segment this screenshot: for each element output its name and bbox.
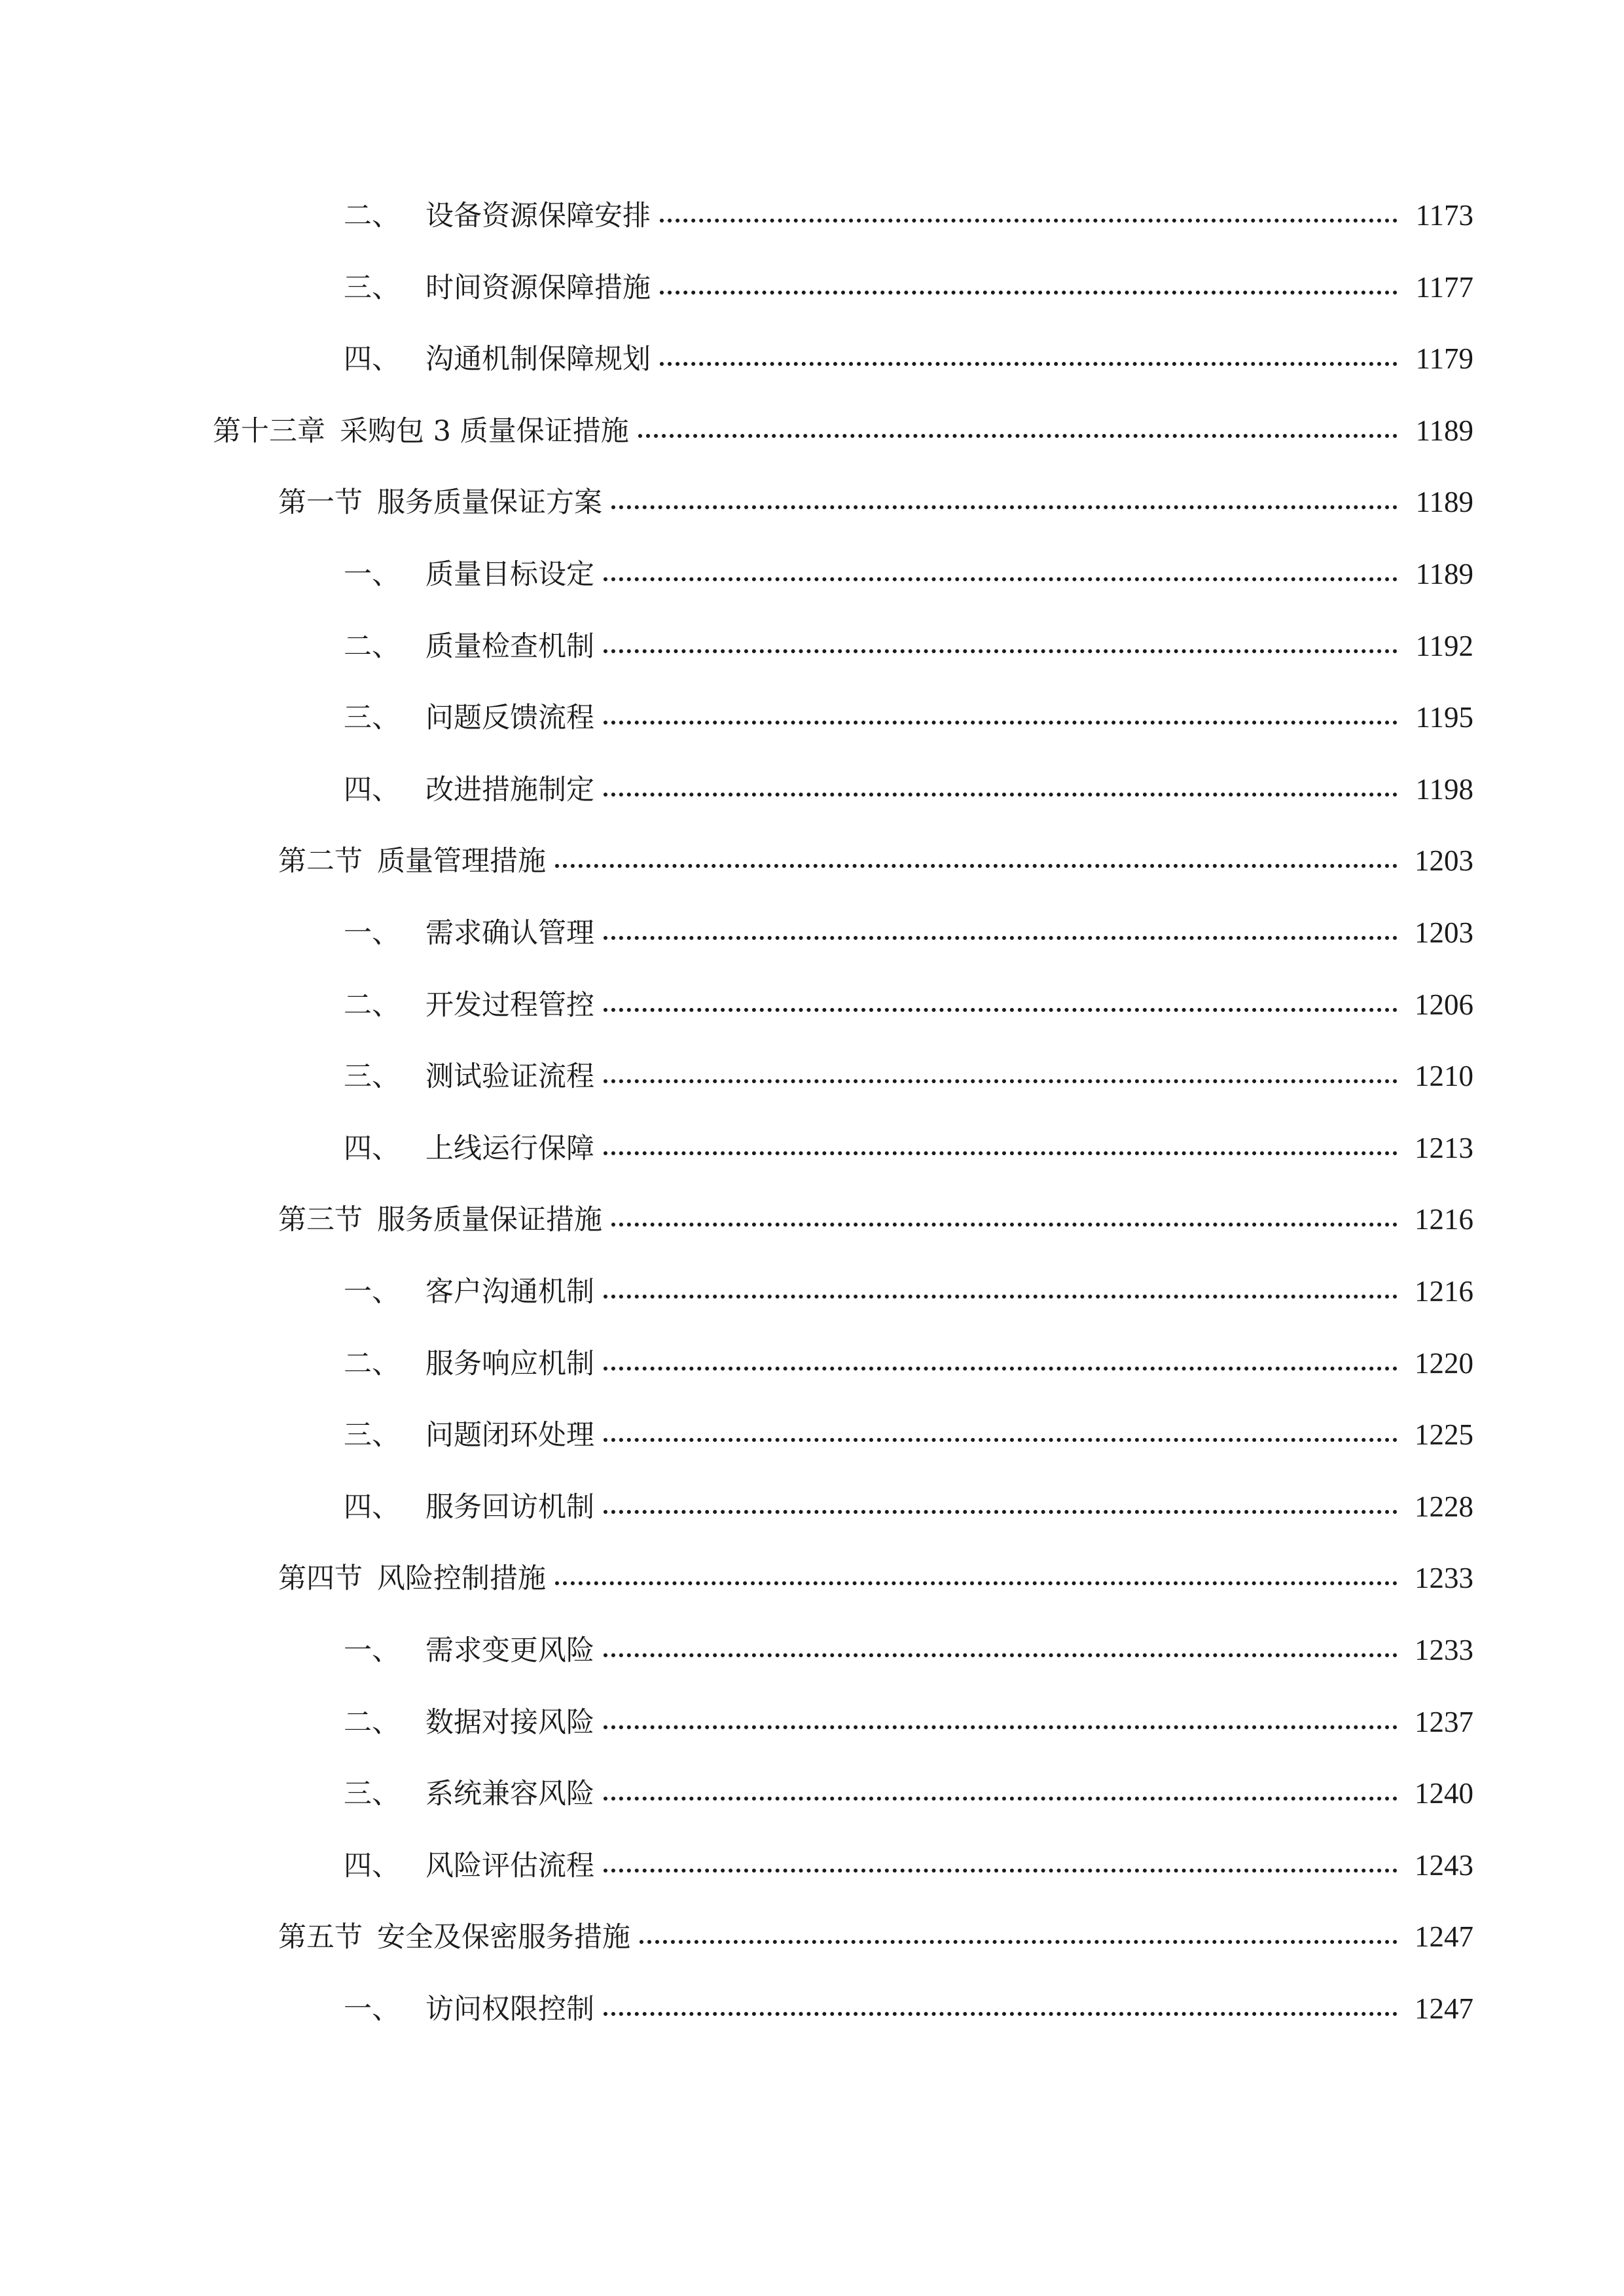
toc-entry-section[interactable] bbox=[278, 465, 1473, 520]
toc-entry-page-number: 1237 bbox=[1415, 1705, 1473, 1738]
toc-entry-item[interactable] bbox=[344, 752, 1473, 804]
toc-entry-page-number: 1216 bbox=[1415, 1275, 1473, 1308]
toc-entry-page-number: 1177 bbox=[1415, 270, 1473, 304]
toc-dot-leader bbox=[611, 505, 1398, 509]
toc-entry-page-number: 1189 bbox=[1415, 558, 1473, 590]
toc-entry-title: 访问权限控制 bbox=[425, 1993, 594, 2026]
toc-entry-number: 第十三章 bbox=[213, 414, 325, 448]
toc-entry-title: 服务质量保证措施 bbox=[377, 1204, 602, 1237]
toc-entry-title: 质量管理措施 bbox=[377, 845, 546, 878]
toc-entry-chapter[interactable] bbox=[213, 393, 1473, 446]
toc-entry-item[interactable] bbox=[344, 1111, 1473, 1163]
toc-entry-title: 质量检查机制 bbox=[425, 630, 594, 663]
toc-entry-number: 三、 bbox=[344, 1778, 400, 1811]
toc-entry-title: 采购包 3 质量保证措施 bbox=[340, 414, 629, 448]
toc-entry-item[interactable] bbox=[344, 1613, 1473, 1665]
toc-dot-leader bbox=[555, 1581, 1398, 1585]
toc-entry-title: 服务响应机制 bbox=[425, 1347, 594, 1380]
toc-entry-title: 安全及保密服务措施 bbox=[377, 1921, 630, 1954]
toc-entry-page-number: 1173 bbox=[1415, 199, 1473, 232]
toc-entry-item[interactable] bbox=[344, 1469, 1473, 1522]
toc-entry-number: 四、 bbox=[344, 1132, 400, 1165]
toc-entry-number: 二、 bbox=[344, 1347, 400, 1380]
toc-entry-number: 第三节 bbox=[278, 1204, 363, 1237]
toc-dot-leader bbox=[604, 2012, 1398, 2016]
toc-dot-leader bbox=[660, 219, 1398, 223]
toc-entry-item[interactable] bbox=[344, 1756, 1473, 1811]
toc-entry-number: 四、 bbox=[344, 773, 400, 806]
toc-entry-section[interactable] bbox=[278, 1541, 1473, 1596]
toc-entry-title: 服务质量保证方案 bbox=[377, 486, 602, 520]
toc-entry-page-number: 1220 bbox=[1415, 1346, 1473, 1380]
toc-entry-number: 一、 bbox=[344, 1276, 400, 1308]
toc-entry-title: 需求确认管理 bbox=[425, 917, 594, 950]
toc-entry-number: 四、 bbox=[344, 1490, 400, 1524]
toc-entry-item[interactable] bbox=[344, 1971, 1473, 2024]
toc-entry-title: 服务回访机制 bbox=[425, 1490, 594, 1524]
toc-dot-leader bbox=[604, 793, 1398, 797]
toc-dot-leader bbox=[640, 1940, 1398, 1944]
toc-dot-leader bbox=[604, 1367, 1398, 1371]
toc-dot-leader bbox=[638, 434, 1398, 438]
toc-entry-page-number: 1210 bbox=[1415, 1060, 1473, 1093]
toc-entry-title: 测试验证流程 bbox=[425, 1060, 594, 1094]
toc-entry-page-number: 1179 bbox=[1415, 342, 1473, 376]
toc-entry-page-number: 1192 bbox=[1415, 629, 1473, 662]
toc-entry-item[interactable] bbox=[344, 895, 1473, 948]
toc-dot-leader bbox=[604, 577, 1398, 581]
toc-entry-number: 一、 bbox=[344, 1993, 400, 2026]
toc-entry-page-number: 1233 bbox=[1415, 1562, 1473, 1595]
toc-dot-leader bbox=[604, 721, 1398, 725]
toc-entry-number: 四、 bbox=[344, 343, 400, 376]
toc-dot-leader bbox=[604, 1438, 1398, 1442]
toc-entry-title: 问题闭环处理 bbox=[425, 1419, 594, 1452]
toc-entry-number: 第五节 bbox=[278, 1921, 363, 1954]
toc-entry-number: 二、 bbox=[344, 200, 400, 232]
toc-entry-page-number: 1213 bbox=[1415, 1131, 1473, 1164]
toc-entry-title: 需求变更风险 bbox=[425, 1634, 594, 1667]
toc-dot-leader bbox=[604, 1797, 1398, 1801]
toc-entry-title: 客户沟通机制 bbox=[425, 1276, 594, 1308]
toc-entry-item[interactable] bbox=[344, 1828, 1473, 1880]
toc-entry-title: 系统兼容风险 bbox=[425, 1778, 594, 1811]
toc-entry-page-number: 1228 bbox=[1415, 1490, 1473, 1523]
toc-entry-item[interactable] bbox=[344, 609, 1473, 661]
toc-dot-leader bbox=[660, 362, 1398, 366]
toc-dot-leader bbox=[604, 1079, 1398, 1083]
toc-entry-title: 沟通机制保障规划 bbox=[425, 343, 651, 376]
toc-dot-leader bbox=[611, 1223, 1398, 1227]
toc-entry-page-number: 1203 bbox=[1415, 844, 1473, 878]
toc-entry-title: 问题反馈流程 bbox=[425, 702, 594, 735]
toc-entry-item[interactable] bbox=[344, 967, 1473, 1020]
toc-entry-number: 一、 bbox=[344, 917, 400, 950]
toc-entry-item[interactable] bbox=[344, 1039, 1473, 1094]
toc-entry-number: 三、 bbox=[344, 1060, 400, 1094]
toc-dot-leader bbox=[604, 1869, 1398, 1873]
toc-entry-item[interactable] bbox=[344, 1685, 1473, 1737]
toc-entry-section[interactable] bbox=[278, 1899, 1473, 1952]
toc-entry-title: 开发过程管控 bbox=[425, 988, 594, 1022]
toc-dot-leader bbox=[604, 1008, 1398, 1012]
toc-entry-number: 四、 bbox=[344, 1849, 400, 1882]
toc-entry-number: 三、 bbox=[344, 271, 400, 304]
toc-dot-leader bbox=[604, 1725, 1398, 1729]
toc-entry-title: 上线运行保障 bbox=[425, 1132, 594, 1165]
toc-entry-number: 第二节 bbox=[278, 845, 363, 878]
toc-dot-leader bbox=[604, 936, 1398, 940]
toc-entry-page-number: 1243 bbox=[1415, 1848, 1473, 1882]
toc-entry-page-number: 1198 bbox=[1415, 772, 1473, 806]
toc-entry-title: 改进措施制定 bbox=[425, 773, 594, 806]
toc-entry-page-number: 1195 bbox=[1415, 701, 1473, 734]
toc-entry-title: 时间资源保障措施 bbox=[425, 271, 651, 304]
toc-entry-number: 二、 bbox=[344, 1706, 400, 1739]
toc-dot-leader bbox=[604, 1653, 1398, 1657]
toc-entry-page-number: 1233 bbox=[1415, 1634, 1473, 1666]
toc-entry-page-number: 1216 bbox=[1415, 1203, 1473, 1236]
toc-entry-item[interactable] bbox=[344, 178, 1473, 230]
toc-entry-item[interactable] bbox=[344, 1397, 1473, 1450]
toc-entry-item[interactable] bbox=[344, 321, 1473, 374]
toc-entry-section[interactable] bbox=[278, 823, 1473, 876]
toc-entry-page-number: 1206 bbox=[1415, 988, 1473, 1021]
toc-dot-leader bbox=[604, 1295, 1398, 1299]
toc-dot-leader bbox=[660, 291, 1398, 295]
toc-entry-number: 一、 bbox=[344, 1634, 400, 1667]
toc-entry-number: 三、 bbox=[344, 1419, 400, 1452]
toc-entry-item[interactable] bbox=[344, 250, 1473, 302]
toc-dot-leader bbox=[555, 864, 1398, 868]
toc-entry-number: 一、 bbox=[344, 558, 400, 591]
toc-entry-item[interactable] bbox=[344, 1254, 1473, 1306]
toc-entry-number: 三、 bbox=[344, 702, 400, 735]
toc-entry-title: 质量目标设定 bbox=[425, 558, 594, 591]
toc-entry-page-number: 1189 bbox=[1415, 414, 1473, 447]
toc-entry-number: 第一节 bbox=[278, 486, 363, 520]
toc-entry-section[interactable] bbox=[278, 1182, 1473, 1237]
toc-entry-title: 风险评估流程 bbox=[425, 1849, 594, 1882]
toc-entry-item[interactable] bbox=[344, 537, 1473, 589]
toc-dot-leader bbox=[604, 1151, 1398, 1155]
toc-dot-leader bbox=[604, 1510, 1398, 1514]
toc-entry-title: 数据对接风险 bbox=[425, 1706, 594, 1739]
toc-entry-page-number: 1247 bbox=[1415, 1920, 1473, 1954]
toc-entry-number: 二、 bbox=[344, 630, 400, 663]
toc-entry-page-number: 1240 bbox=[1415, 1777, 1473, 1810]
toc-entry-title: 设备资源保障安排 bbox=[425, 200, 651, 232]
toc-entry-number: 二、 bbox=[344, 988, 400, 1022]
toc-entry-item[interactable] bbox=[344, 1326, 1473, 1378]
toc-entry-page-number: 1247 bbox=[1415, 1992, 1473, 2025]
toc-entry-page-number: 1225 bbox=[1415, 1418, 1473, 1452]
toc-entry-page-number: 1203 bbox=[1415, 916, 1473, 949]
toc-entry-item[interactable] bbox=[344, 680, 1473, 735]
toc-entry-title: 风险控制措施 bbox=[377, 1562, 546, 1596]
toc-entry-page-number: 1189 bbox=[1415, 486, 1473, 519]
toc-entry-number: 第四节 bbox=[278, 1562, 363, 1596]
toc-dot-leader bbox=[604, 649, 1398, 653]
